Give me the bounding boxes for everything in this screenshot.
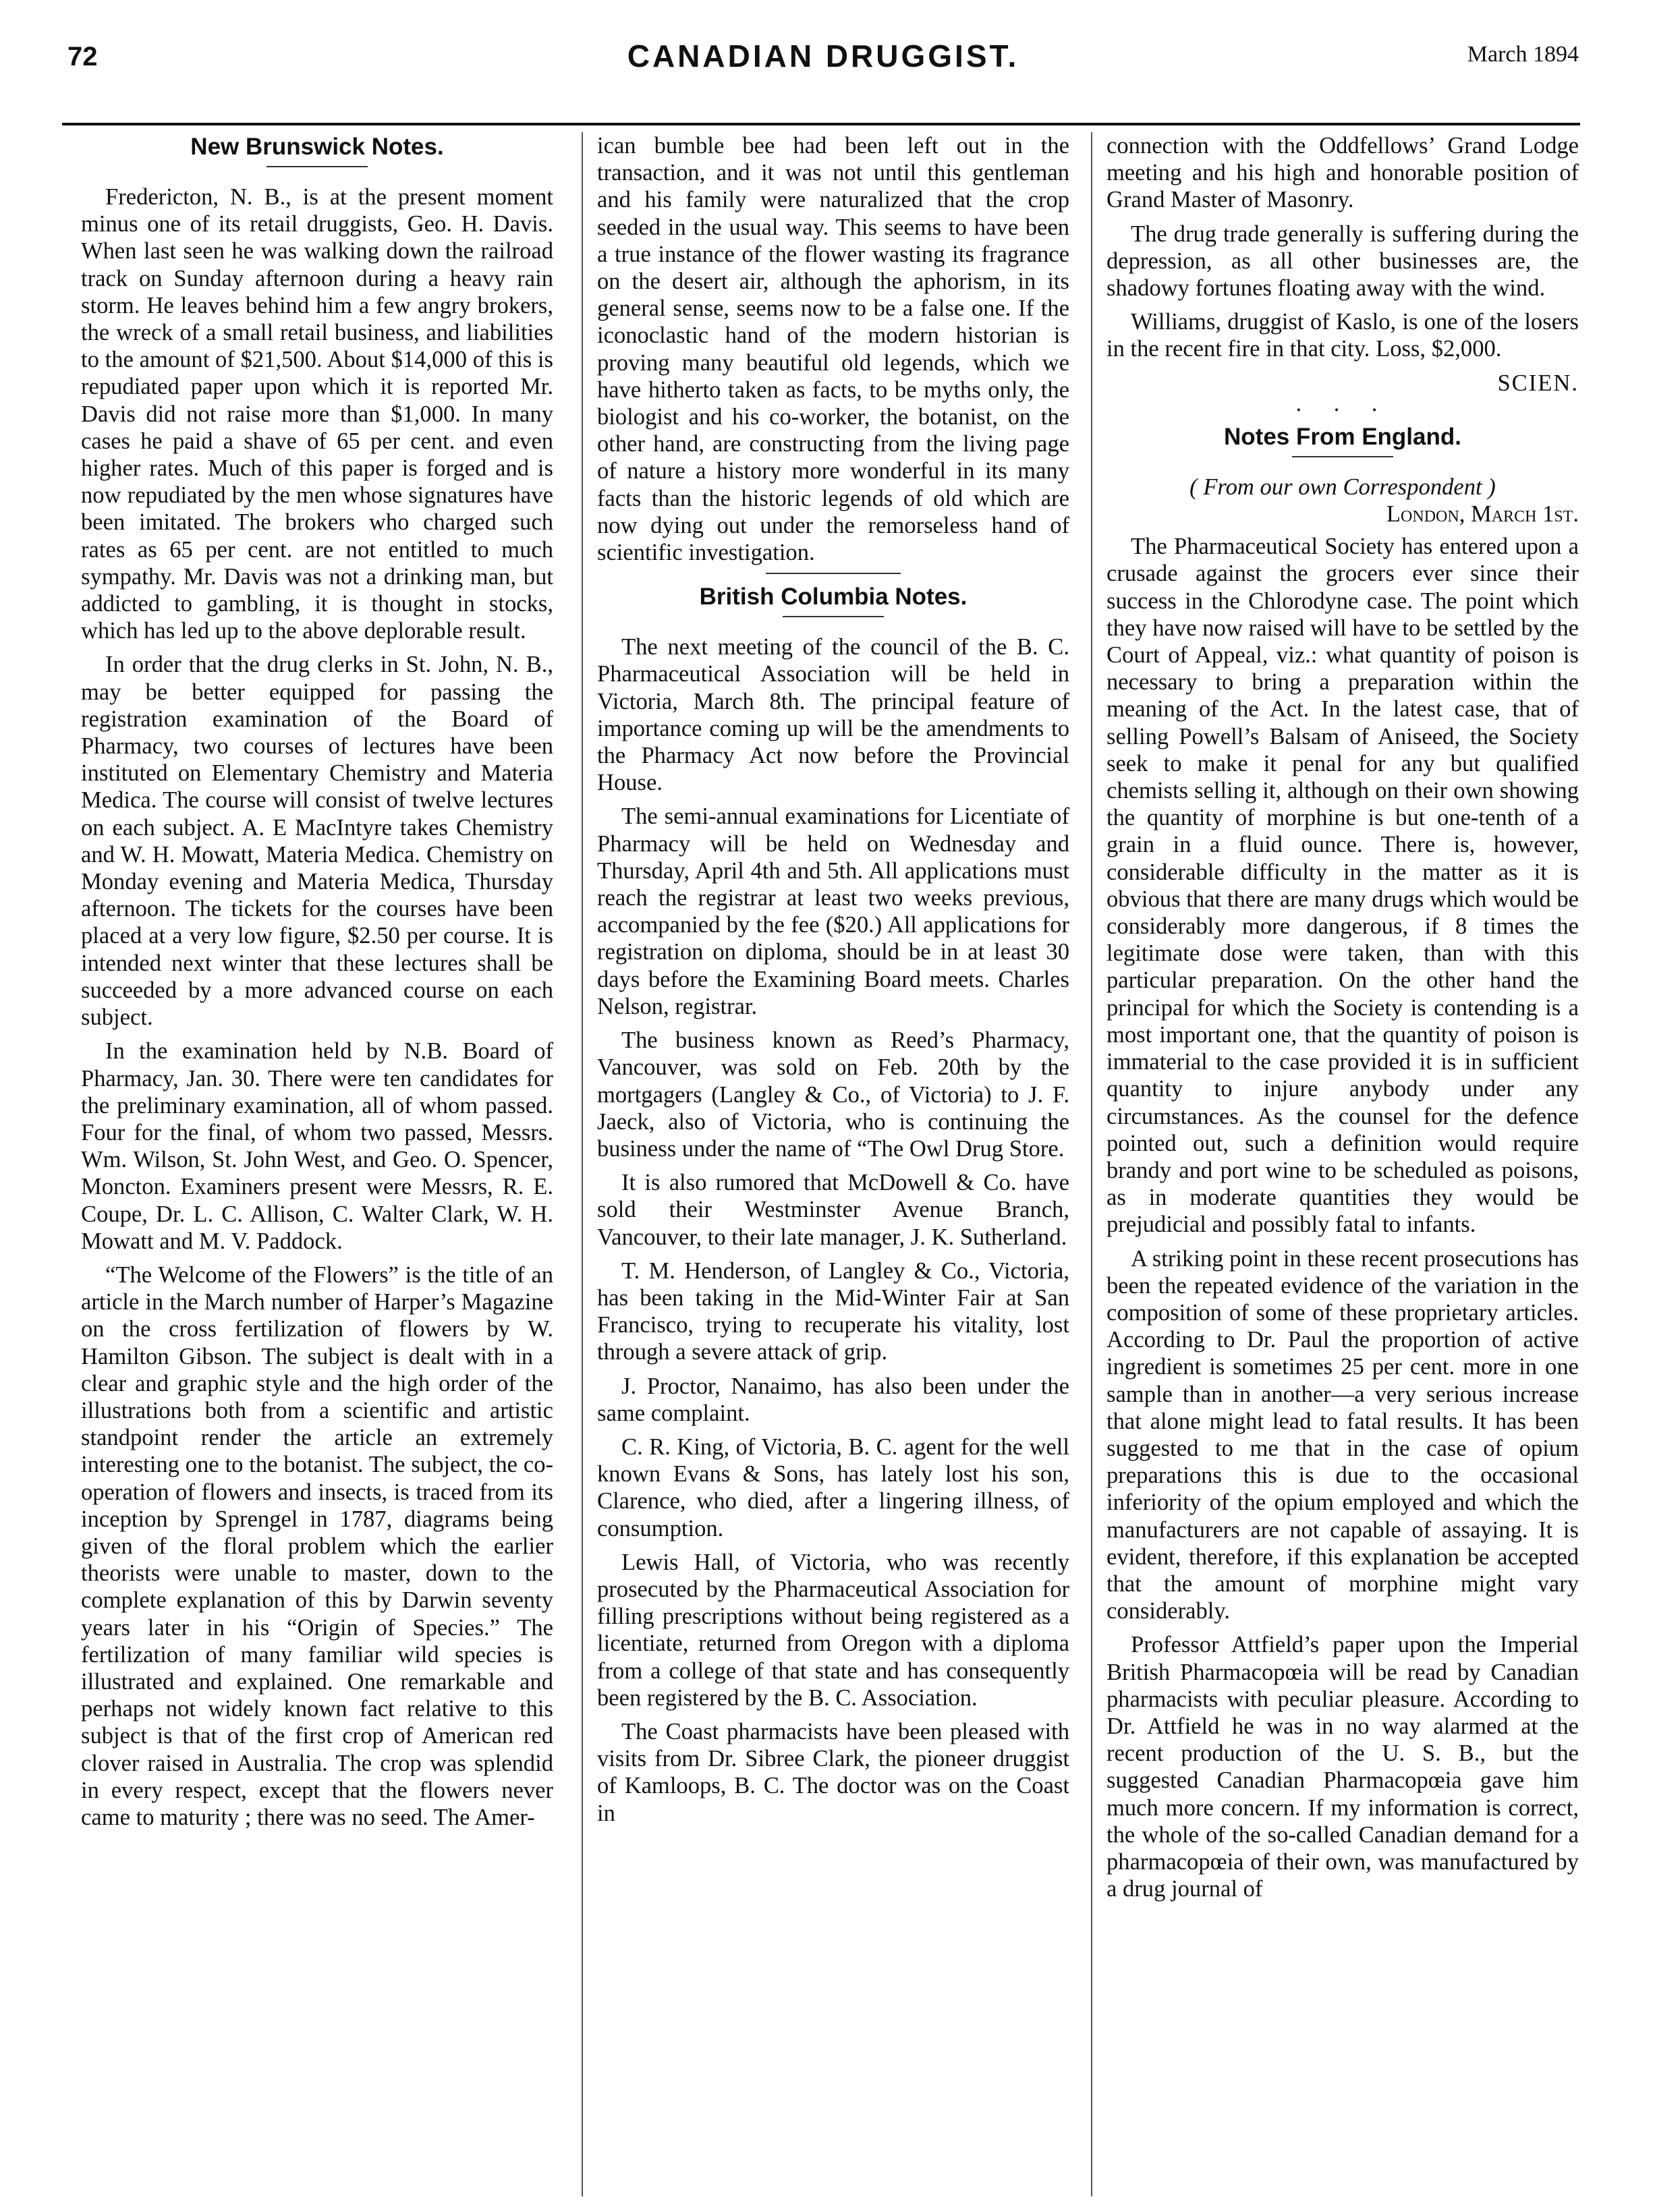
section-separator-dots: · · · <box>1295 397 1391 423</box>
article-paragraph: The semi-annual examinations for Licentiate of Pharmacy will be held on Wednesday and Thursday, April 4th and 5th. All applications must reach the registrar at least two weeks previous, accompanied by the fee ($20.) All applications for registration on diploma, should be in at least 30 days before the Examining Board meets. Charles Nelson, registrar. <box>597 803 1069 1019</box>
heading-rule <box>783 616 884 617</box>
article-paragraph: ican bumble bee had been left out in the transaction, and it was not until this gentleman and his family were naturalized that the crop seeded in the usual way. This seems to have been a true instance of the flower wasting its fragrance on the desert air, although the aphorism, in its general sense, seems now to be a false one. If the iconoclastic hand of the modern historian is proving many beautiful old legends, which we have hitherto taken as facts, to be myths only, the biologist and his co-worker, the botanist, on the other hand, are constructing from the living page of nature a history more wonderful in its many facts than the historic legends of old which are now dying out under the remorseless hand of scientific investigation. <box>597 133 1069 566</box>
heading-rule <box>267 166 368 167</box>
article-paragraph: Professor Attfield’s paper upon the Imperial British Pharmacopœia will be read by Canadian pharmacists with peculiar pleasure. According to Dr. Attfield he was in no way alarmed at the recent production of the U. S. B., but the suggested Canadian Pharmacopœia gave him much more concern. If my information is correct, the whole of the so-called Canadian demand for a pharmacopœia of their own, was manufactured by a drug journal of <box>1106 1632 1579 1902</box>
article-paragraph: It is also rumored that McDowell & Co. have sold their Westminster Avenue Branch, Vancouver, to their late manager, J. K. Sutherland. <box>597 1170 1069 1250</box>
heading-rule <box>1292 456 1393 457</box>
section-heading-british-columbia: British Columbia Notes. <box>699 584 968 611</box>
article-paragraph: In order that the drug clerks in St. John, N. B., may be better equipped for passing the registration examination of the Board of Pharmacy, two courses of lectures have been instituted on Elementary Chemistry and Materia Medica. The course will consist of twelve lectures on each subject. A. E MacIntyre takes Chemistry and W. H. Mowatt, Materia Medica. Chemistry on Monday evening and Materia Medica, Thursday afternoon. The tickets for the courses have been placed at a very low figure, $2.50 per course. It is intended next winter that these lectures shall be succeeded by a more advanced course on each subject. <box>81 652 553 1031</box>
article-paragraph: T. M. Henderson, of Langley & Co., Victoria, has been taking in the Mid-Winter Fair at San Francisco, trying to recuperate his vitality, lost through a severe attack of grip. <box>597 1257 1069 1365</box>
article-paragraph: “The Welcome of the Flowers” is the title of an article in the March number of Harper’s Magazine on the cross fertilization of flowers by W. Hamilton Gibson. The subject is dealt with in a clear and graphic style and the high order of the illustrations both from a scientific and artistic standpoint render the article an extremely interesting one to the botanist. The subject, the co-operation of flowers and insects, is traced from its inception by Sprengel in 1787, diagrams being given of the floral problem which the earlier theorists were unable to master, down to the complete explanation of this by Darwin seventy years later in his “Origin of Species.” The fertilization of many familiar wild species is illustrated and explained. One remarkable and perhaps not widely known fact relative to this subject is that of the first crop of American red clover raised in Australia. The crop was splendid in every respect, except that the flowers never came to maturity ; there was no seed. The Amer- <box>81 1261 553 1830</box>
article-paragraph: The drug trade generally is suffering during the depression, as all other businesses are, the shadowy fortunes floating away with the wind. <box>1106 221 1579 302</box>
column-right <box>1106 132 1579 1909</box>
article-paragraph: The next meeting of the council of the B. C. Pharmaceutical Association will be held in Victoria, March 8th. The principal feature of importance coming up will be the amendments to the Pharmacy Act now before the Provincial House. <box>597 634 1069 796</box>
section-heading-new-brunswick: New Brunswick Notes. <box>190 134 444 160</box>
header-rule <box>62 123 1580 125</box>
article-paragraph: The Pharmaceutical Society has entered upon a crusade against the grocers ever since their success in the Chlorodyne case. The point which they have now raised will have to be settled by the Court of Appeal, viz.: what quantity of poison is necessary to bring a preparation within the meaning of the Act. In the latest case, that of selling Powell’s Balsam of Aniseed, the Society seek to make it penal for any but qualified chemists selling it, although on their own showing the quantity of morphine is but one-tenth of a grain in a fluid ounce. There is, however, considerable difficulty in the matter as it is obvious that there are many drugs which would be considerably more dangerous, if 8 times the legitimate dose were taken, than with this particular preparation. On the other hand the principal for which the Society is contending is a most important one, that the quantity of poison is immaterial to the case provided it is in sufficient quantity to injure anybody under any circumstances. As the counsel for the defence pointed out, such a definition would require brandy and port wine to be scheduled as poisons, as in moderate quantities they would be prejudicial and possibly fatal to infants. <box>1106 534 1579 1238</box>
article-paragraph: The business known as Reed’s Pharmacy, Vancouver, was sold on Feb. 20th by the mortgagers (Langley & Co., of Victoria) to J. F. Jaeck, also of Victoria, who is continuing the business under the name of “The Owl Drug Store. <box>597 1027 1069 1162</box>
article-paragraph: The Coast pharmacists have been pleased with visits from Dr. Sibree Clark, the pioneer druggist of Kamloops, B. C. The doctor was on the Coast in <box>597 1718 1069 1826</box>
issue-date: March 1894 <box>1467 42 1579 67</box>
article-paragraph: In the examination held by N.B. Board of Pharmacy, Jan. 30. There were ten candidates for the preliminary examination, all of whom passed. Four for the final, of whom two passed, Messrs. Wm. Wilson, St. John West, and Geo. O. Spencer, Moncton. Examiners present were Messrs, R. E. Coupe, Dr. L. C. Allison, C. Walter Clark, W. H. Mowatt and M. V. Paddock. <box>81 1038 553 1254</box>
section-separator <box>766 573 901 574</box>
page-header <box>67 38 1579 96</box>
article-paragraph: J. Proctor, Nanaimo, has also been under the same complaint. <box>597 1373 1069 1426</box>
article-paragraph: Williams, druggist of Kaslo, is one of the losers in the recent fire in that city. Loss, $2,000. <box>1106 309 1579 362</box>
article-paragraph: A striking point in these recent prosecutions has been the repeated evidence of the variation in the composition of some of these proprietary articles. According to Dr. Paul the proportion of active ingredient is sometimes 25 per cent. more in one sample than in another—a very serious increase that alone might lead to fatal results. It has been suggested to me that in the case of opium preparations this is due to the occasional inferiority of the opium employed and which the manufacturers are not capable of assaying. It is evident, therefore, if this explanation be accepted that the amount of morphine might vary considerably. <box>1106 1245 1579 1624</box>
article-paragraph: Lewis Hall, of Victoria, who was recently prosecuted by the Pharmaceutical Association for filling prescriptions without being registered as a licentiate, returned from Oregon with a diploma from a college of that state and has consequently been registered by the B. C. Association. <box>597 1549 1069 1711</box>
section-heading-england: Notes From England. <box>1224 423 1461 450</box>
journal-title: CANADIAN DRUGGIST. <box>627 38 1019 74</box>
page-number: 72 <box>67 42 98 72</box>
article-paragraph: Fredericton, N. B., is at the present moment minus one of its retail druggists, Geo. H. Davis. When last seen he was walking down the railroad track on Sunday afternoon during a heavy rain storm. He leaves behind him a few angry brokers, the wreck of a small retail business, and liabilities to the amount of $21,500. About $14,000 of this is repudiated paper upon which it is reported Mr. Davis did not raise more than $1,000. In many cases he paid a shave of 65 per cent. and even higher rates. Much of this paper is forged and is now repudiated by the men whose signatures have been imitated. The brokers who charged such rates as 65 per cent. are not entitled to much sympathy. Mr. Davis was not a drinking man, but addicted to gambling, it is thought in stocks, which has led up to the above deplorable result. <box>81 184 553 644</box>
column-middle <box>597 132 1069 1834</box>
dateline: London, March 1st. <box>1386 501 1579 528</box>
author-signature: SCIEN. <box>1497 370 1579 396</box>
correspondent-note: ( From our own Correspondent ) <box>1189 474 1496 500</box>
article-paragraph: connection with the Oddfellows’ Grand Lodge meeting and his high and honorable position of Grand Master of Masonry. <box>1106 133 1579 213</box>
article-paragraph: C. R. King, of Victoria, B. C. agent for the well known Evans & Sons, has lately lost his son, Clarence, who died, after a lingering illness, of consumption. <box>597 1434 1069 1541</box>
column-left <box>81 132 553 1838</box>
column-divider <box>582 132 583 2196</box>
column-divider <box>1091 132 1092 2196</box>
